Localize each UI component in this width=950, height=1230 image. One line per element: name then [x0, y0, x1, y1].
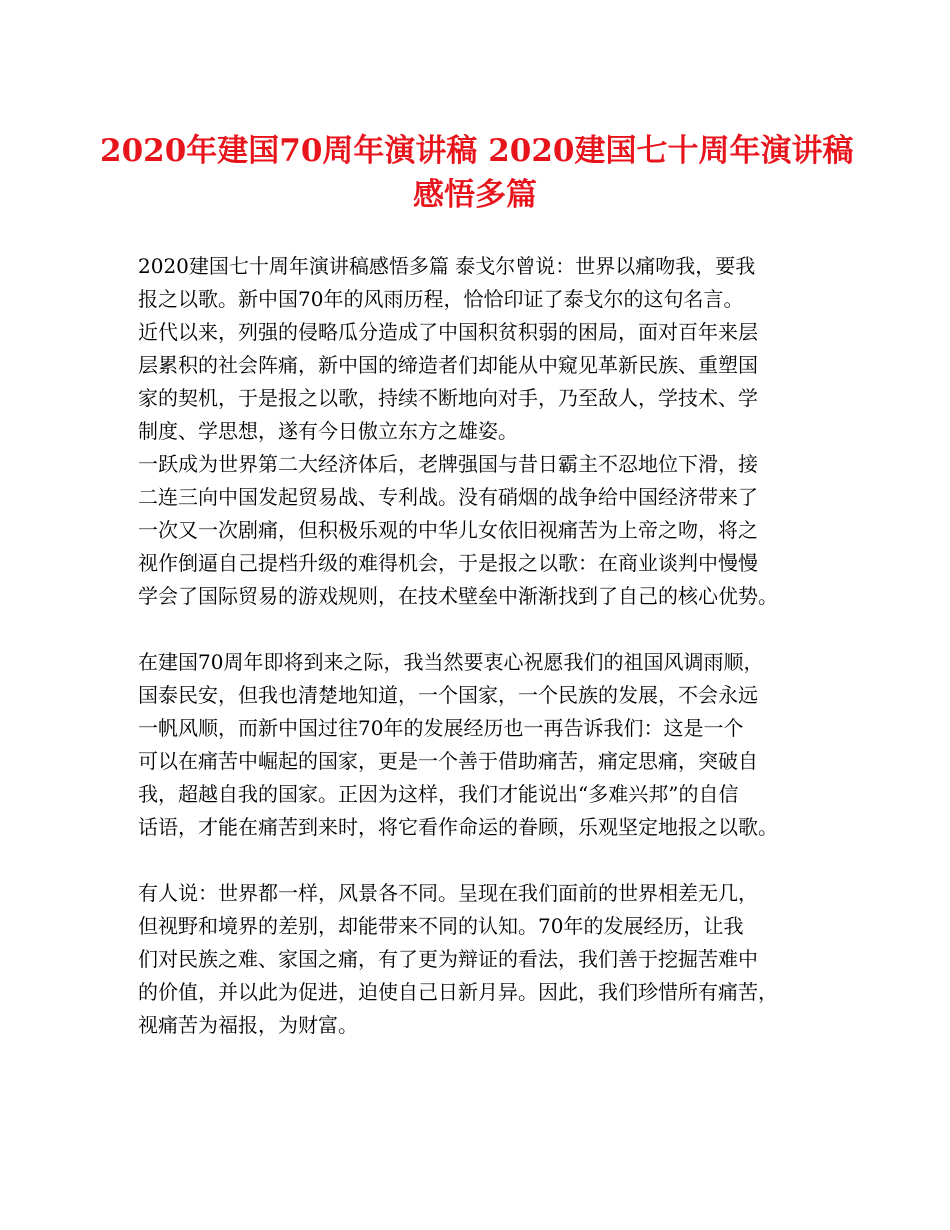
- text-line: 可以在痛苦中崛起的国家，更是一个善于借助痛苦，痛定思痛，突破自: [138, 749, 758, 773]
- text-line: 一次又一次剧痛，但积极乐观的中华儿女依旧视痛苦为上帝之吻，将之: [138, 518, 758, 542]
- text-line: 视作倒逼自己提档升级的难得机会，于是报之以歌：在商业谈判中慢慢: [138, 551, 758, 575]
- document-title-line-1: 2020年建国70周年演讲稿 2020建国七十周年演讲稿: [100, 133, 854, 169]
- text-line: 的价值，并以此为促进，迫使自己日新月异。因此，我们珍惜所有痛苦，: [138, 980, 778, 1004]
- text-line: 2020建国七十周年演讲稿感悟多篇 泰戈尔曾说：世界以痛吻我，要我: [138, 254, 756, 278]
- text-line: 话语，才能在痛苦到来时，将它看作命运的眷顾，乐观坚定地报之以歌。: [138, 815, 778, 839]
- text-line: 一帆风顺，而新中国过往70年的发展经历也一再告诉我们：这是一个: [138, 716, 744, 740]
- document-body: [138, 250, 828, 1042]
- paragraph-gap: [138, 613, 828, 646]
- paragraph-3: [138, 877, 828, 1042]
- paragraph-gap: [138, 844, 828, 877]
- text-line: 报之以歌。新中国70年的风雨历程，恰恰印证了泰戈尔的这句名言。: [138, 287, 744, 311]
- text-line: 但视野和境界的差别，却能带来不同的认知。70年的发展经历，让我: [138, 914, 744, 938]
- text-line: 制度、学思想，遂有今日傲立东方之雄姿。: [138, 419, 518, 443]
- text-line: 一跃成为世界第二大经济体后，老牌强国与昔日霸主不忍地位下滑，接: [138, 452, 758, 476]
- document-title-line-2: 感悟多篇: [413, 177, 537, 213]
- text-line: 近代以来，列强的侵略瓜分造成了中国积贫积弱的困局，面对百年来层: [138, 320, 758, 344]
- text-line: 层累积的社会阵痛，新中国的缔造者们却能从中窥见革新民族、重塑国: [138, 353, 758, 377]
- text-line: 二连三向中国发起贸易战、专利战。没有硝烟的战争给中国经济带来了: [138, 485, 758, 509]
- text-line: 视痛苦为福报，为财富。: [138, 1013, 358, 1037]
- text-line: 我，超越自我的国家。正因为这样，我们才能说出“多难兴邦”的自信: [138, 782, 739, 806]
- paragraph-1: [138, 250, 828, 613]
- text-line: 学会了国际贸易的游戏规则，在技术壁垒中渐渐找到了自己的核心优势。: [138, 584, 778, 608]
- text-line: 有人说：世界都一样，风景各不同。呈现在我们面前的世界相差无几，: [138, 881, 758, 905]
- text-line: 们对民族之难、家国之痛，有了更为辩证的看法，我们善于挖掘苦难中: [138, 947, 758, 971]
- text-line: 在建国70周年即将到来之际，我当然要衷心祝愿我们的祖国风调雨顺，: [138, 650, 764, 674]
- paragraph-2: [138, 646, 828, 844]
- text-line: 家的契机，于是报之以歌，持续不断地向对手，乃至敌人，学技术、学: [138, 386, 758, 410]
- text-line: 国泰民安，但我也清楚地知道，一个国家，一个民族的发展，不会永远: [138, 683, 758, 707]
